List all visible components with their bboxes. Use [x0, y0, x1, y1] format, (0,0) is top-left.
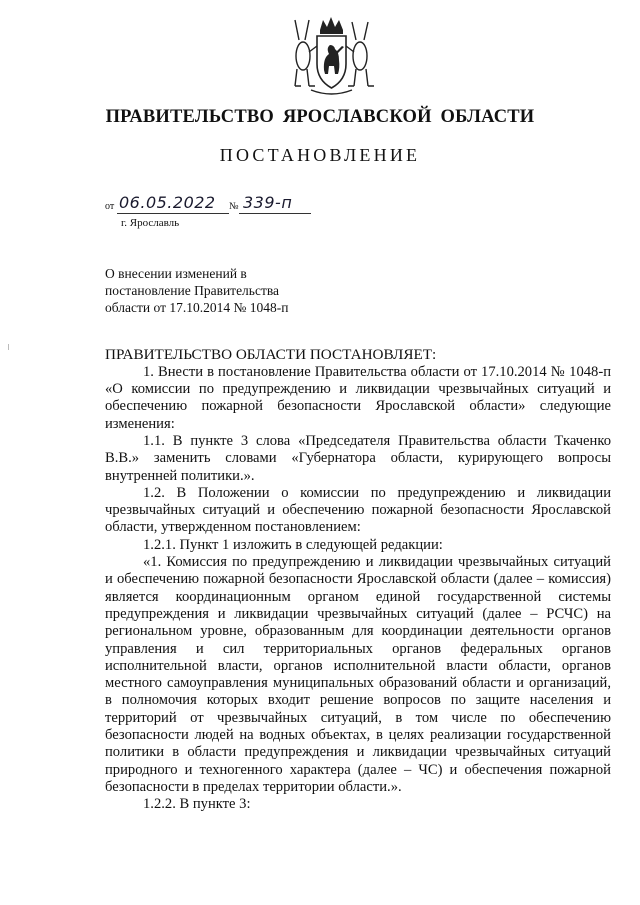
government-title: ПРАВИТЕЛЬСТВО ЯРОСЛАВСКОЙ ОБЛАСТИ: [105, 107, 535, 127]
document-body: [105, 346, 611, 814]
paragraph-quoted-1: «1. Комиссия по предупреждению и ликвидации чрезвычайных ситуаций и обеспечению пожарной безопасности Ярославской области (далее – комиссия) является координационным органом единой государственной системы предупреждения и ликвидации чрезвычайных ситуаций (далее – РСЧС) на региональном уровне, образованным для координации деятельности органов управления и сил территориальных органов федеральных органов исполнительной власти, органов исполнительной власти области, органов местного самоуправления муниципальных образований области и организаций, в полномочия которых входит решение вопросов по защите населения и территорий от чрезвычайных ситуаций, в том числе по обеспечению безопасности людей на водных объектах, в целях реализации государственной политики в области предупреждения и ликвидации чрезвычайных ситуаций природного и техногенного характера (далее – ЧС) и обеспечения пожарной безопасности в пределах территории области.».: [105, 554, 611, 795]
paragraph-1-2-1: 1.2.1. Пункт 1 изложить в следующей редакции:: [143, 536, 443, 553]
document-type: ПОСТАНОВЛЕНИЕ: [219, 145, 421, 165]
paragraph-1: 1. Внести в постановление Правительства области от 17.10.2014 № 1048-п «О комиссии по предупреждению и ликвидации чрезвычайных ситуаций и обеспечению пожарной безопасности Ярославской области» следующие изменения:: [105, 363, 611, 432]
number-prefix: №: [229, 201, 239, 212]
paragraph-1-1: 1.1. В пункте 3 слова «Председателя Правительства области Ткаченко В.В.» заменить словами «Губернатора области, курирующего вопросы внутренней политики.».: [105, 432, 611, 484]
coat-of-arms-emblem: [289, 14, 374, 96]
date-underline: [117, 213, 229, 214]
city-label: г. Ярославль: [121, 217, 180, 229]
resolution-lead: ПРАВИТЕЛЬСТВО ОБЛАСТИ ПОСТАНОВЛЯЕТ:: [105, 346, 437, 363]
subject-line: постановление Правительства: [105, 283, 280, 298]
document-subject: [105, 265, 365, 316]
handwritten-date: 06.05.2022: [119, 193, 216, 212]
number-underline: [239, 213, 311, 214]
paragraph-1-2-2: 1.2.2. В пункте 3:: [143, 796, 251, 813]
handwritten-number: 339-п: [243, 193, 293, 212]
date-prefix: от: [105, 201, 115, 212]
subject-line: области от 17.10.2014 № 1048-п: [105, 300, 289, 315]
date-number-line: [105, 193, 325, 219]
subject-line: О внесении изменений в: [105, 266, 247, 281]
margin-mark: [8, 344, 9, 350]
paragraph-1-2: 1.2. В Положении о комиссии по предупреждению и ликвидации чрезвычайных ситуаций и обеспечению пожарной безопасности Ярославской области, утвержденном постановлением:: [105, 484, 611, 536]
